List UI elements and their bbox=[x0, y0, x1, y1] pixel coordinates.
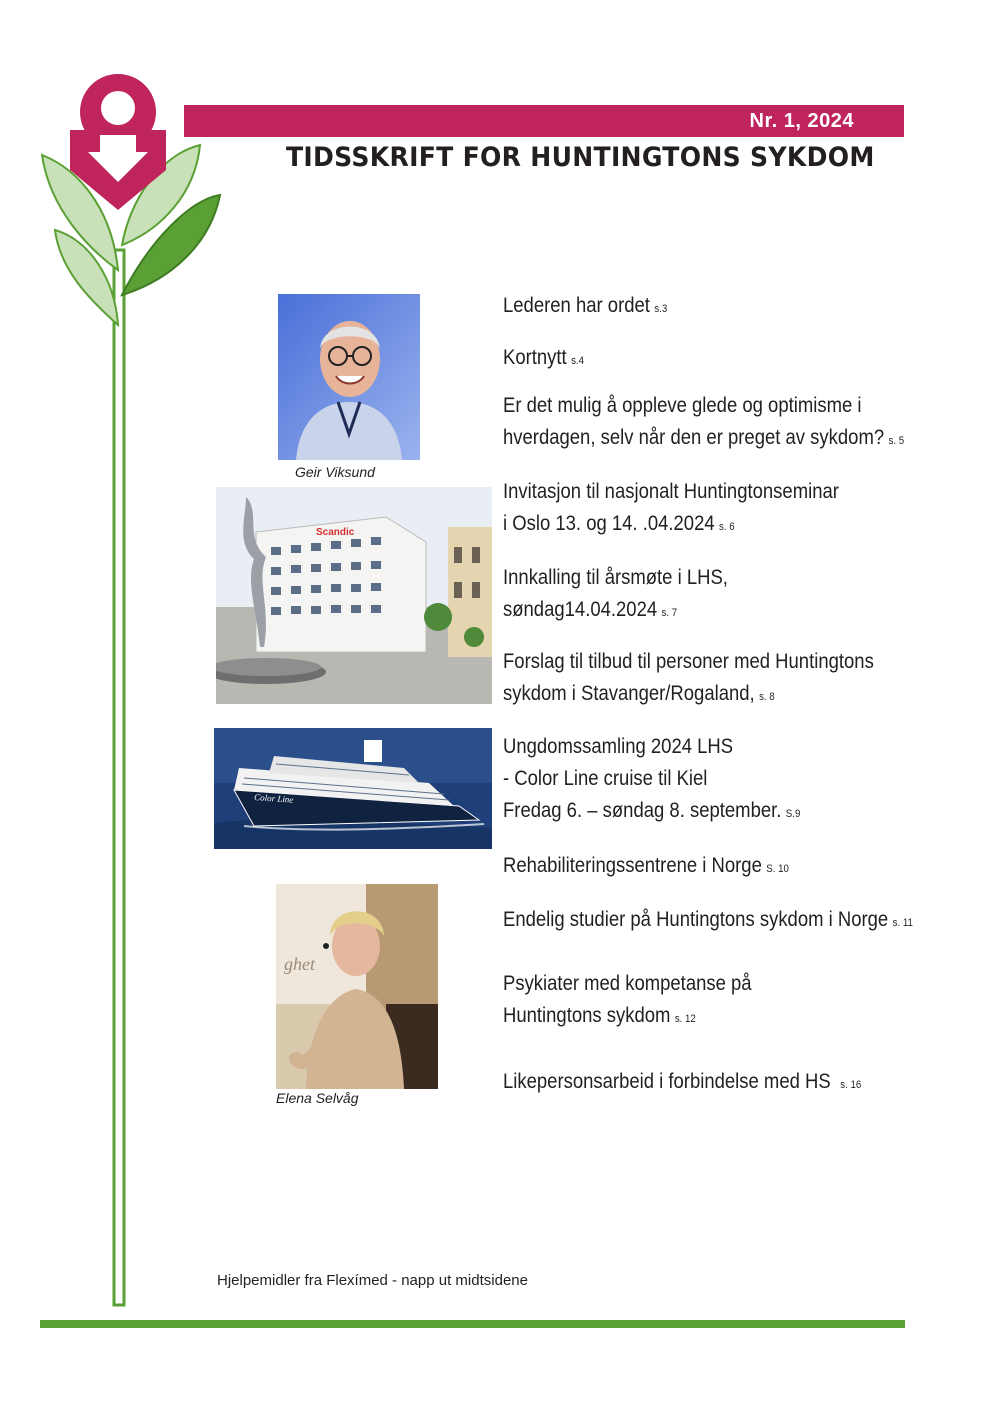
association-logo bbox=[30, 60, 240, 1320]
toc-entry-text: Rehabiliteringssentrene i Norge bbox=[503, 854, 762, 877]
photo-hotel-plaza bbox=[216, 487, 492, 704]
toc-entry bbox=[503, 476, 917, 543]
toc-entry bbox=[503, 562, 917, 629]
logo-stem bbox=[114, 250, 124, 1305]
toc-entry-text: Invitasjon til nasjonalt Huntingtonseminar bbox=[503, 480, 839, 503]
toc-entry-text: - Color Line cruise til Kiel bbox=[503, 767, 708, 790]
toc-entry-title-line bbox=[503, 562, 917, 594]
toc-entry-title-line bbox=[503, 508, 917, 543]
photo-caption-leader: Geir Viksund bbox=[295, 464, 375, 480]
toc-entry-text: Endelig studier på Huntingtons sykdom i Norge bbox=[503, 908, 889, 931]
toc-entry bbox=[503, 968, 917, 1035]
toc-entry-text: Psykiater med kompetanse på bbox=[503, 972, 752, 995]
toc-entry bbox=[503, 1066, 917, 1101]
toc-entry-text: Innkalling til årsmøte i LHS, bbox=[503, 566, 728, 589]
issue-number: Nr. 1, 2024 bbox=[749, 110, 854, 132]
photo-speaker bbox=[276, 884, 438, 1089]
toc-entry-text: Er det mulig å oppleve glede og optimisme i bbox=[503, 394, 862, 417]
toc-entry-title-line bbox=[503, 678, 917, 713]
toc-entry-title-line bbox=[503, 390, 917, 422]
bottom-rule bbox=[40, 1320, 905, 1328]
toc-page-ref: S. 10 bbox=[766, 863, 789, 875]
toc-entry-title-line bbox=[503, 476, 917, 508]
toc-entry bbox=[503, 290, 917, 325]
toc-entry bbox=[503, 904, 917, 939]
toc-page-ref: s.3 bbox=[654, 303, 668, 315]
journal-title: TIDSSKRIFT FOR HUNTINGTONS SYKDOM bbox=[286, 142, 875, 173]
toc-entry-text: Huntingtons sykdom bbox=[503, 1004, 671, 1027]
toc-page-ref: s. 5 bbox=[888, 435, 905, 447]
toc-entry-title-line bbox=[503, 731, 917, 763]
photo-leader-portrait bbox=[278, 294, 420, 460]
toc-entry-text: hverdagen, selv når den er preget av sykdom? bbox=[503, 426, 885, 449]
toc-entry-text: Likepersonsarbeid i forbindelse med HS bbox=[503, 1070, 836, 1093]
toc-entry-title-line bbox=[503, 1000, 917, 1035]
toc-entry-text: sykdom i Stavanger/Rogaland, bbox=[503, 682, 755, 705]
toc-entry-title-line bbox=[503, 422, 917, 457]
toc-entry bbox=[503, 646, 917, 713]
toc-page-ref: s. 8 bbox=[759, 691, 775, 703]
toc-page-ref: s. 11 bbox=[892, 917, 913, 929]
toc-page-ref: s.4 bbox=[571, 355, 585, 367]
toc-entry-text: Kortnytt bbox=[503, 346, 567, 369]
footer-note: Hjelpemidler fra Flexímed - napp ut midtsidene bbox=[217, 1272, 528, 1289]
toc-entry-title-line bbox=[503, 904, 917, 939]
svg-text:ghet: ghet bbox=[284, 954, 315, 974]
toc-entry-title-line bbox=[503, 763, 917, 795]
photo-cruise-ship bbox=[214, 728, 492, 849]
toc-entry-title-line bbox=[503, 850, 917, 885]
toc-entry-text: i Oslo 13. og 14. .04.2024 bbox=[503, 512, 715, 535]
toc-entry bbox=[503, 731, 917, 830]
toc-page-ref: s. 16 bbox=[840, 1079, 862, 1091]
toc-entry-text: Ungdomssamling 2024 LHS bbox=[503, 735, 734, 758]
toc-entry-title-line bbox=[503, 1066, 917, 1101]
toc-entry-title-line bbox=[503, 290, 917, 325]
toc-page-ref: S.9 bbox=[785, 808, 801, 820]
toc-entry-title-line bbox=[503, 795, 917, 830]
toc-entry-text: Lederen har ordet bbox=[503, 294, 650, 317]
toc-page-ref: s. 12 bbox=[674, 1013, 696, 1025]
toc-entry bbox=[503, 342, 917, 377]
toc-entry-text: Forslag til tilbud til personer med Huntingtons bbox=[503, 650, 874, 673]
toc-entry-text: søndag14.04.2024 bbox=[503, 598, 658, 621]
toc-entry-title-line bbox=[503, 594, 917, 629]
toc-entry-title-line bbox=[503, 342, 917, 377]
hotel-sign: Scandic bbox=[316, 527, 355, 538]
toc-entry bbox=[503, 390, 917, 457]
toc-entry-title-line bbox=[503, 968, 917, 1000]
photo-caption-speaker: Elena Selvåg bbox=[276, 1090, 359, 1106]
ship-logo: Color Line bbox=[253, 792, 294, 805]
toc-page-ref: s. 7 bbox=[661, 607, 678, 619]
toc-entry-title-line bbox=[503, 646, 917, 678]
toc-entry bbox=[503, 850, 917, 885]
toc-page-ref: s. 6 bbox=[719, 521, 735, 533]
toc-entry-text: Fredag 6. – søndag 8. september. bbox=[503, 799, 782, 822]
